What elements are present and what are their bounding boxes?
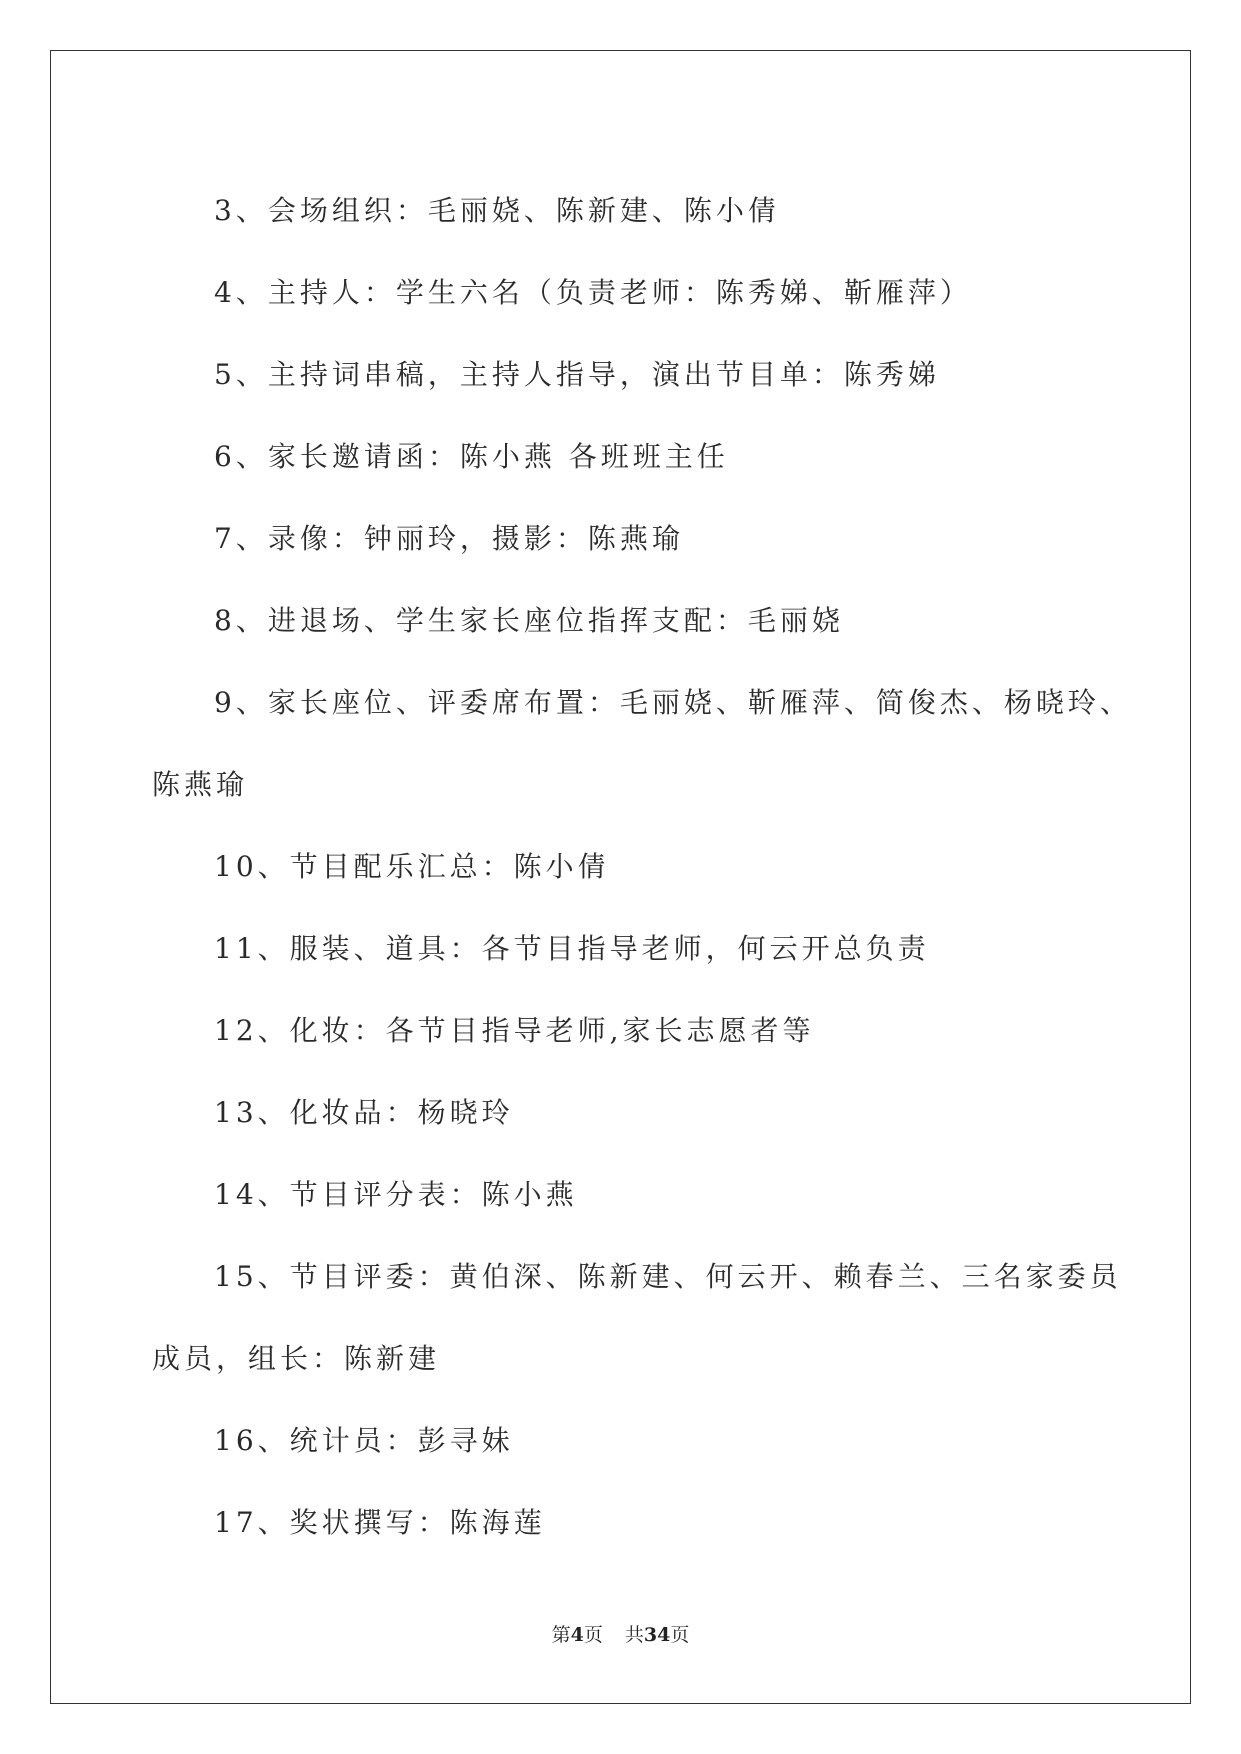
list-item: 14、节目评分表：陈小燕 bbox=[214, 1178, 578, 1211]
list-item: 3、会场组织：毛丽娆、陈新建、陈小倩 bbox=[214, 194, 780, 227]
footer-page-number: 4 bbox=[570, 1624, 584, 1646]
footer-total-suffix: 页 bbox=[670, 1624, 690, 1646]
list-item: 7、录像：钟丽玲，摄影：陈燕瑜 bbox=[214, 522, 684, 555]
document-body bbox=[152, 170, 1132, 1564]
list-item-continuation: 陈燕瑜 bbox=[152, 768, 249, 801]
list-item: 13、化妆品：杨晓玲 bbox=[214, 1096, 514, 1129]
list-item: 15、节目评委：黄伯深、陈新建、何云开、赖春兰、三名家委员 bbox=[214, 1260, 1122, 1293]
footer-page-suffix: 页 bbox=[583, 1624, 603, 1646]
page-footer bbox=[0, 1620, 1241, 1647]
list-item: 17、奖状撰写：陈海莲 bbox=[214, 1506, 546, 1539]
list-item: 8、进退场、学生家长座位指挥支配：毛丽娆 bbox=[214, 604, 844, 637]
list-item: 6、家长邀请函：陈小燕 各班班主任 bbox=[214, 440, 729, 473]
list-item: 11、服装、道具：各节目指导老师，何云开总负责 bbox=[214, 932, 930, 965]
list-item-continuation: 成员，组长：陈新建 bbox=[152, 1342, 441, 1375]
list-item: 16、统计员：彭寻妹 bbox=[214, 1424, 514, 1457]
list-item: 9、家长座位、评委席布置：毛丽娆、靳雁萍、简俊杰、杨晓玲、 bbox=[214, 686, 1132, 719]
list-item: 10、节目配乐汇总：陈小倩 bbox=[214, 850, 610, 883]
footer-prefix: 第 bbox=[551, 1624, 571, 1646]
list-item: 5、主持词串稿，主持人指导，演出节目单：陈秀娣 bbox=[214, 358, 940, 391]
list-item: 12、化妆：各节目指导老师,家长志愿者等 bbox=[214, 1014, 815, 1047]
list-item: 4、主持人：学生六名（负责老师：陈秀娣、靳雁萍） bbox=[214, 276, 972, 309]
footer-total-pages: 34 bbox=[643, 1624, 671, 1646]
footer-total-prefix: 共 bbox=[624, 1624, 644, 1646]
